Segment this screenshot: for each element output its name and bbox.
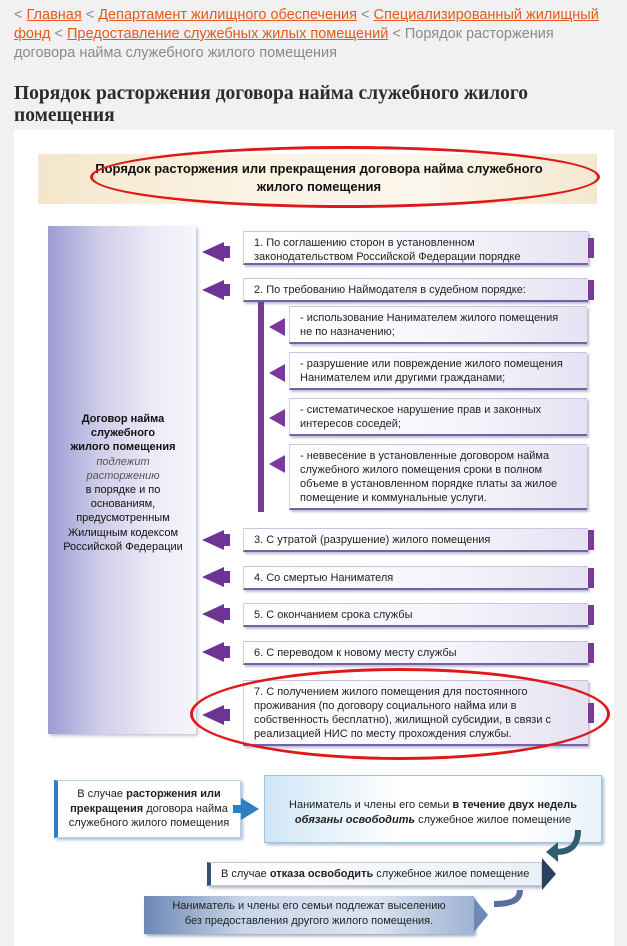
reason-text: 7. С получением жилого помещения для постоянного проживания (по договору социального найма или в собственность бесплатно), жилищной субсидии, в связи с реализацией НИС по месту прохождения службы. (254, 686, 552, 740)
reason-text: 2. По требованию Наймодателя в судебном порядке: (254, 284, 526, 296)
arrow-left-icon (202, 242, 224, 262)
reason-text: 3. С утратой (разрушение) жилого помещения (254, 534, 491, 546)
arrow-left-icon (202, 530, 224, 550)
breadcrumb-link-home[interactable]: Главная (26, 7, 82, 23)
arrow-left-icon (269, 318, 285, 336)
flow-text: В случае (221, 868, 270, 880)
highlight-ellipse-item-7 (190, 668, 610, 760)
breadcrumb-separator: < (392, 26, 401, 42)
sub-reason-box-4 (289, 444, 587, 510)
breadcrumb-separator: < (85, 7, 95, 23)
flow-box-refusal (207, 862, 542, 886)
left-text-line: расторжению (86, 469, 160, 482)
sub-reason-box-2 (289, 352, 587, 390)
left-text-line: предусмотренным (76, 512, 170, 525)
page-title: Порядок расторжения договора найма служебного жилого помещения (14, 83, 529, 126)
sub-reason-text: - неввесение в установленные договором найма служебного жилого помещения сроки в полном объеме в установленном порядке платы за жилое помещение и коммунальные услуги. (300, 450, 558, 504)
sub-reason-text: - использование Нанимателем жилого помещения не по назначению; (300, 312, 559, 338)
flow-box-eviction (144, 896, 474, 934)
diagram-image (14, 130, 614, 946)
flow-text: Наниматель и члены его семьи (289, 799, 453, 811)
sub-reason-text: - разрушение или повреждение жилого помещения Нанимателем или другими гражданами; (300, 358, 563, 384)
left-text-line: служебного (90, 427, 156, 440)
flow-text: служебное жилое помещение (373, 868, 530, 880)
reason-box-1 (243, 231, 588, 265)
arrow-left-icon (269, 409, 285, 427)
arrow-left-icon (202, 604, 224, 624)
diagram-header-title: Порядок расторжения или прекращения договора найма служебного жилого помещения (95, 161, 543, 194)
reason-box-5 (243, 603, 588, 627)
flow-text: служебное жилое помещение (415, 814, 572, 826)
breadcrumb-link-department[interactable]: Департамент жилищного обеспечения (98, 7, 357, 23)
reason-box-3 (243, 528, 588, 552)
breadcrumb-current: Порядок расторжения договора найма служебного жилого помещения (14, 26, 554, 61)
arrow-left-icon (269, 364, 285, 382)
reason-box-4 (243, 566, 588, 590)
breadcrumb-separator: < (361, 7, 370, 23)
breadcrumb-link-service[interactable]: Предоставление служебных жилых помещений (67, 26, 389, 42)
arrow-right-icon (542, 858, 556, 890)
arrow-left-icon (202, 280, 224, 300)
flow-text: В случае (77, 788, 127, 800)
curved-arrow-icon (544, 828, 584, 862)
reason-text: 1. По соглашению сторон в установленном законодательством Российской Федерации порядке (254, 237, 521, 263)
arrow-left-icon (202, 642, 224, 662)
reason-box-2 (243, 278, 588, 302)
sub-list-connector (258, 302, 264, 512)
reason-text: 6. С переводом к новому месту службы (254, 647, 457, 659)
sub-reason-box-1 (289, 306, 587, 344)
sub-reason-box-3 (289, 398, 587, 436)
flow-text: без предоставления другого жилого помещения. (184, 915, 434, 927)
left-text-line: в порядке и по (85, 484, 161, 497)
breadcrumb-separator: < (14, 7, 23, 23)
flow-box-termination (54, 780, 241, 838)
arrow-right-icon (241, 798, 259, 820)
reason-text: 4. Со смертью Нанимателя (254, 572, 394, 584)
left-text-line: Жилищным кодексом (67, 526, 179, 539)
flow-text-bold-italic: обязаны освободить (294, 814, 416, 826)
arrow-left-icon (202, 567, 224, 587)
flow-text-bold: отказа освободить (269, 868, 374, 880)
breadcrumb-separator: < (54, 26, 63, 42)
flow-text-bold: в течение двух недель (452, 799, 577, 811)
sub-reason-text: - систематическое нарушение прав и законных интересов соседей; (300, 404, 542, 430)
left-text-line: Договор найма (81, 413, 165, 425)
curved-arrow-icon (484, 890, 524, 910)
highlight-ellipse-header (90, 146, 600, 208)
arrow-left-icon (269, 455, 285, 473)
left-text-line: Российской Федерации (63, 540, 183, 553)
flow-text: Наниматель и члены его семьи подлежат выселению (172, 900, 446, 912)
flow-text: договора найма служебного жилого помещения (68, 802, 230, 829)
arrow-right-icon (474, 898, 488, 932)
left-text-line: основаниям, (90, 498, 156, 511)
flow-text-bold: расторжения или прекращения (70, 788, 221, 815)
left-column-text (58, 412, 188, 554)
breadcrumb (14, 6, 614, 63)
breadcrumb-link-fund[interactable]: Специализированный жилищный фонд (14, 7, 599, 42)
reason-text: 5. С окончанием срока службы (254, 609, 413, 621)
reason-box-6 (243, 641, 588, 665)
left-text-line: подлежит (96, 455, 150, 468)
left-text-line: жилого помещения (70, 441, 176, 454)
